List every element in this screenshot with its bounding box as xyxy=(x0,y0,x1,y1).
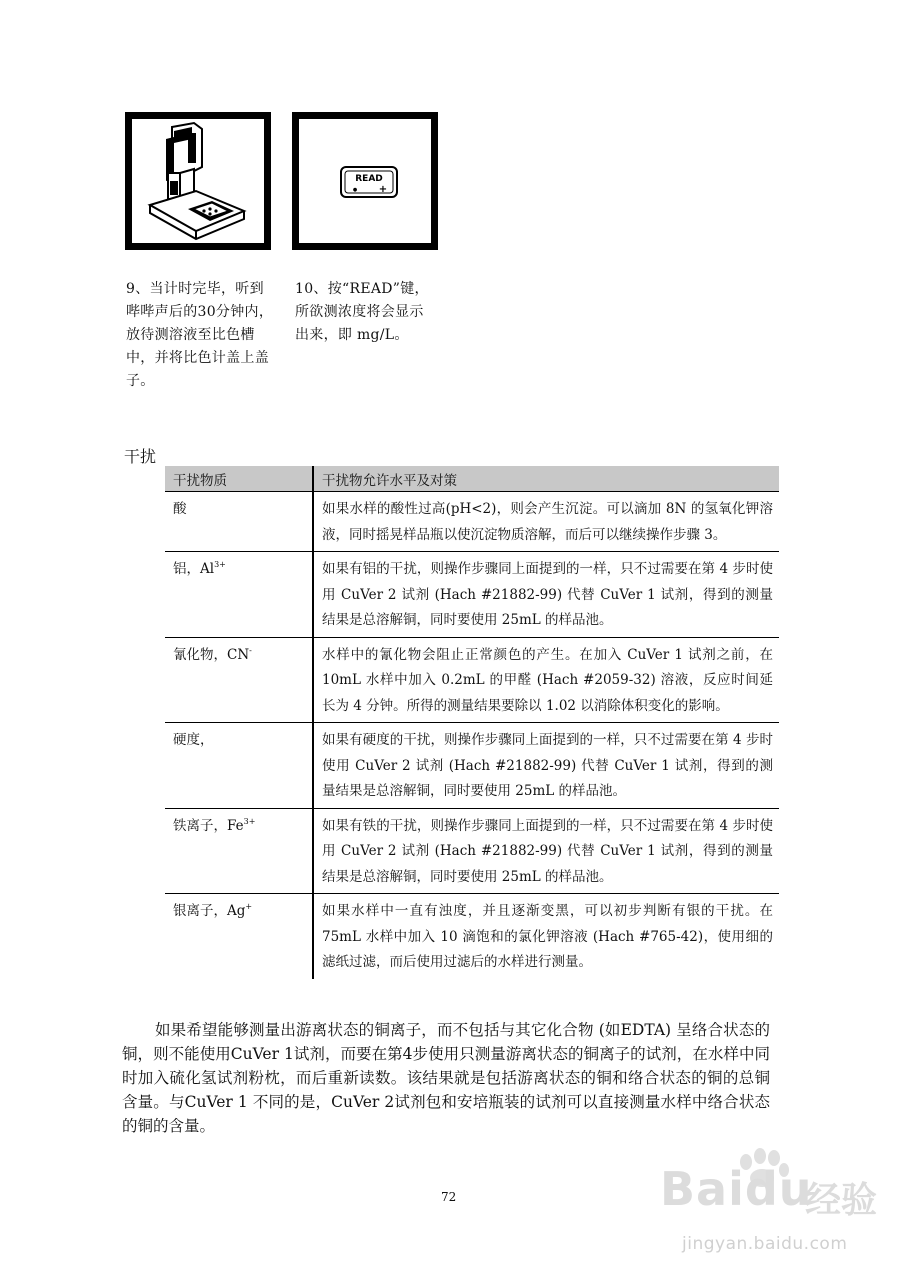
colorimeter-illustration xyxy=(132,119,264,243)
table-row xyxy=(165,637,779,723)
read-key-label: READ xyxy=(355,174,383,184)
substance-name: 银离子，Ag xyxy=(173,903,246,919)
table-header-row xyxy=(165,466,779,492)
watermark-brand xyxy=(660,1162,813,1216)
substance-cell xyxy=(165,894,313,979)
ion-charge: 3+ xyxy=(243,816,256,826)
header-countermeasure: 干扰物允许水平及对策 xyxy=(313,466,779,492)
read-key-illustration xyxy=(299,119,431,243)
read-key-minus: ● xyxy=(352,187,358,193)
countermeasure-cell: 如果有铝的干扰，则操作步骤同上面提到的一样，只不过需要在第 4 步时使用 CuVer 2 试剂 (Hach #21882-99) 代替 CuVer 1 试剂，得到的测量结果是总溶解铜，同时要使用 25mL 的样品池。 xyxy=(313,552,779,638)
substance-name: 铝，Al xyxy=(173,561,215,577)
colorimeter-icon xyxy=(132,119,264,243)
substance-name: 硬度， xyxy=(173,732,214,748)
figure-read-key xyxy=(292,112,438,250)
substance-name: 氰化物，CN xyxy=(173,646,250,663)
substance-cell xyxy=(165,492,313,552)
watermark-brand-cn: 经验 xyxy=(805,1180,878,1221)
substance-cell xyxy=(165,808,313,894)
substance-cell xyxy=(165,723,313,809)
table-row xyxy=(165,894,779,979)
header-substance: 干扰物质 xyxy=(165,466,313,492)
substance-cell xyxy=(165,637,313,723)
watermark xyxy=(640,1148,890,1268)
read-key-icon xyxy=(299,119,431,243)
section-title: 干扰 xyxy=(124,447,157,466)
countermeasure-cell: 如果水样的酸性过高(pH<2)，则会产生沉淀。可以滴加 8N 的氢氧化钾溶液，同时摇晃样品瓶以使沉淀物质溶解，而后可以继续操作步骤 3。 xyxy=(313,492,779,552)
figure-colorimeter xyxy=(125,112,271,250)
ion-charge: + xyxy=(245,902,253,911)
countermeasure-cell: 水样中的氰化物会阻止正常颜色的产生。在加入 CuVer 1 试剂之前，在 10mL 水样中加入 0.2mL 的甲醛 (Hach #2059-32) 溶液，反应时间延长为 4 分钟。所得的测量结果要除以 1.02 以消除体积变化的影响。 xyxy=(313,637,779,723)
substance-name: 铁离子，Fe xyxy=(173,817,244,834)
table-row xyxy=(165,723,779,809)
table-row xyxy=(165,492,779,552)
body-paragraph: 如果希望能够测量出游离状态的铜离子，而不包括与其它化合物 (如EDTA) 呈络合状态的铜，则不能使用CuVer 1试剂，而要在第4步使用只测量游离状态的铜离子的试剂，在水样中同时加入硫化氢试剂粉枕，而后重新读数。该结果就是包括游离状态的铜和络合状态的铜的总铜含量。与CuVer 1 不同的是，CuVer 2试剂包和安培瓶装的试剂可以直接测量水样中络合状态的铜的含量。 xyxy=(122,1021,770,1135)
countermeasure-cell: 如果有硬度的干扰，则操作步骤同上面提到的一样，只不过需要在第 4 步时使用 CuVer 2 试剂 (Hach #21882-99) 代替 CuVer 1 试剂，得到的测量结果是总溶解铜，同时要使用 25mL 的样品池。 xyxy=(313,723,779,809)
table-row xyxy=(165,808,779,894)
ion-charge: 3+ xyxy=(214,560,226,569)
figure-caption-step-10: 10、按“READ”键， 所欲测浓度将会显示 出来，即 mg/L。 xyxy=(295,281,429,343)
countermeasure-cell: 如果有铁的干扰，则操作步骤同上面提到的一样，只不过需要在第 4 步时使用 CuVer 2 试剂 (Hach #21882-99) 代替 CuVer 1 试剂，得到的测量结果是总溶解铜，同时要使用 25mL 的样品池。 xyxy=(313,808,779,894)
read-key-plus: + xyxy=(378,184,388,195)
watermark-brand-head: Bai xyxy=(660,1162,745,1216)
substance-name: 酸 xyxy=(173,501,187,517)
page-number: 72 xyxy=(441,1190,457,1204)
interference-table xyxy=(165,466,779,979)
table-row xyxy=(165,552,779,638)
watermark-url: jingyan.baidu.com xyxy=(682,1234,848,1254)
countermeasure-cell: 如果水样中一直有浊度，并且逐渐变黑，可以初步判断有银的干扰。在 75mL 水样中加入 10 滴饱和的氯化钾溶液 (Hach #765-42)，使用细的滤纸过滤，而后使用过滤后的水样进行测量。 xyxy=(322,903,773,970)
substance-cell xyxy=(165,552,313,638)
figure-caption-step-9: 9、当计时完毕，听到 哔哔声后的30分钟内， 放待测溶液至比色槽 中，并将比色计盖上盖 子。 xyxy=(126,281,274,389)
ion-charge: - xyxy=(249,645,252,655)
watermark-brand-tail: du xyxy=(744,1162,813,1216)
